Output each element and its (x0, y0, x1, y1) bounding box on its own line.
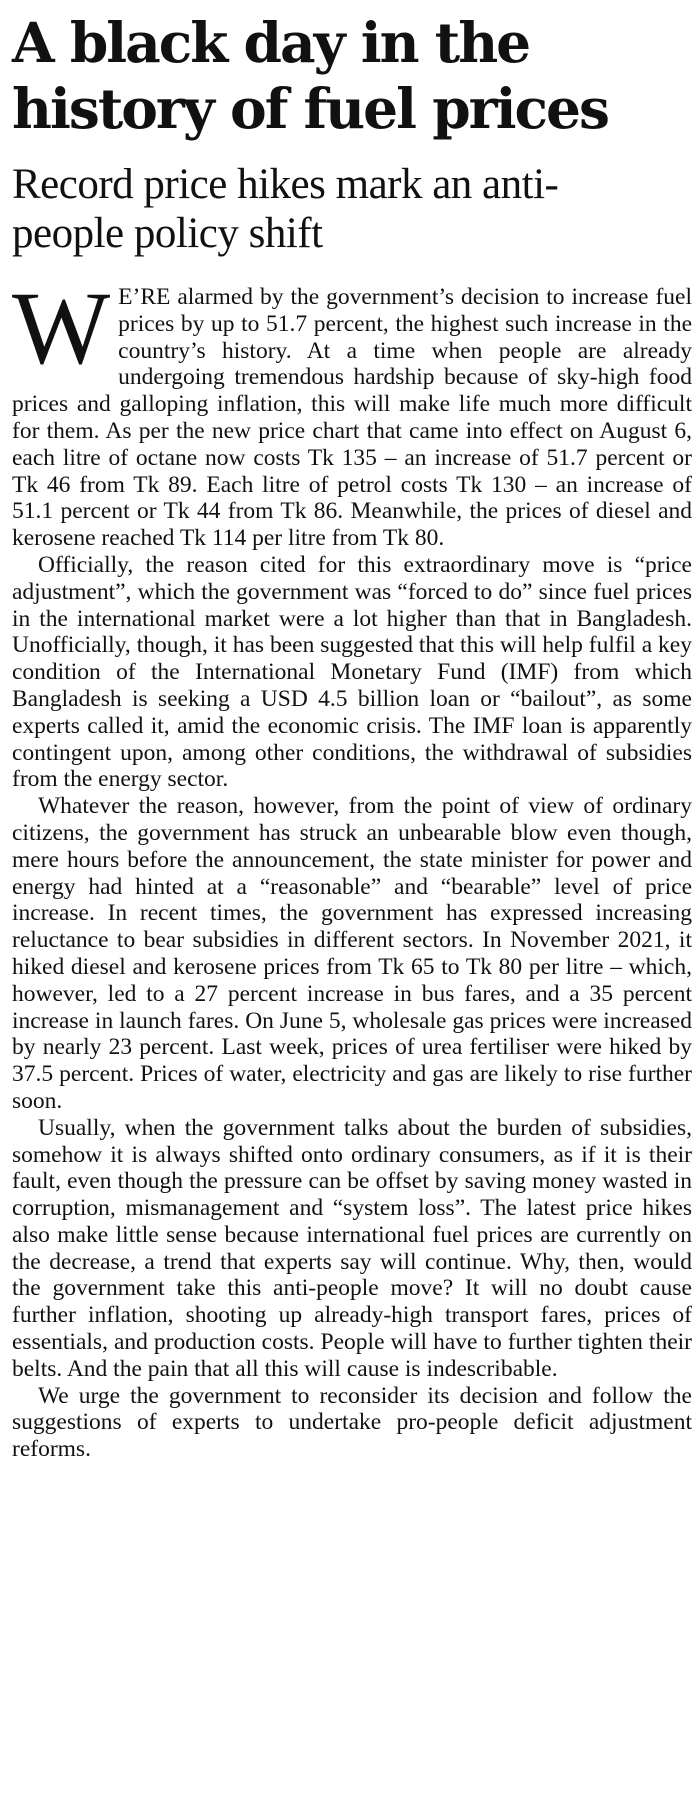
drop-cap: W (12, 271, 111, 386)
paragraph-1-text: E’RE alarmed by the government’s decision to increase fuel prices by up to 51.7 percent, the highest such increase in the country’s history. At a time when people are already undergoing tremendous hardship because of sky-high food prices and galloping inflation, this will make life much more difficult for them. As per the new price chart that came into effect on August 6, each litre of octane now costs Tk 135 – an increase of 51.7 percent or Tk 46 from Tk 89. Each litre of petrol costs Tk 130 – an increase of 51.1 percent or Tk 44 from Tk 86. Meanwhile, the prices of diesel and kerosene reached Tk 114 per litre from Tk 80. (12, 284, 692, 552)
headline: A black day in the history of fuel prices (12, 10, 608, 141)
paragraph-3: Whatever the reason, however, from the point of view of ordinary citizens, the government has struck an unbearable blow even though, mere hours before the announcement, the state minister for power and energy had hinted at a “reasonable” and “bearable” level of price increase. In recent times, the government has expressed increasing reluctance to bear subsidies in different sectors. In November 2021, it hiked diesel and kerosene prices from Tk 65 to Tk 80 per litre – which, however, led to a 27 percent increase in bus fares, and a 35 percent increase in launch fares. On June 5, wholesale gas prices were increased by nearly 23 percent. Last week, prices of urea fertiliser were hiked by 37.5 percent. Prices of water, electricity and gas are likely to rise further soon. (12, 793, 692, 1114)
article-body (12, 271, 692, 1463)
paragraph-2: Officially, the reason cited for this extraordinary move is “price adjustment”, which the government was “forced to do” since fuel prices in the international market were a lot higher than that in Bangladesh. Unofficially, though, it has been suggested that this will help fulfil a key condition of the International Monetary Fund (IMF) from which Bangladesh is seeking a USD 4.5 billion loan or “bailout”, as some experts called it, amid the economic crisis. The IMF loan is apparently contingent upon, among other conditions, the withdrawal of subsidies from the energy sector. (12, 551, 692, 793)
paragraph-1 (12, 271, 692, 552)
subheadline: Record price hikes mark an anti-people policy shift (12, 161, 559, 257)
paragraph-5: We urge the government to reconsider its decision and follow the suggestions of experts to undertake pro-people deficit adjustment reforms. (12, 1382, 692, 1463)
paragraph-4: Usually, when the government talks about the burden of subsidies, somehow it is always shifted onto ordinary consumers, as if it is their fault, even though the pressure can be offset by saving money wasted in corruption, mismanagement and “system loss”. The latest price hikes also make little sense because international fuel prices are currently on the decrease, a trend that experts say will continue. Why, then, would the government take this anti-people move? It will no doubt cause further inflation, shooting up already-high transport fares, prices of essentials, and production costs. People will have to further tighten their belts. And the pain that all this will cause is indescribable. (12, 1114, 692, 1382)
